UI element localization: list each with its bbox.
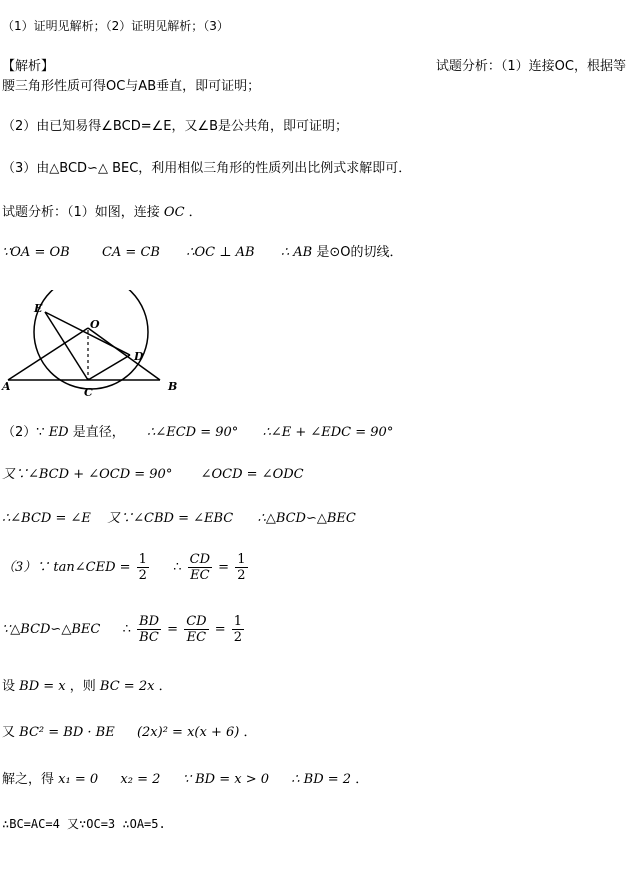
intro-end: ． — [188, 205, 202, 220]
s8-b: BC² = BD · BE — [19, 725, 115, 740]
s6-num-2: CD — [186, 614, 207, 629]
s9-c: x₂ = 2 — [120, 772, 161, 787]
intro-var: OC — [163, 205, 185, 220]
s5-den-2: EC — [190, 568, 210, 583]
step-7: 设 BD = x ，则 BC = 2x ． — [2, 679, 172, 694]
s9-a: 解之，得 — [2, 772, 55, 787]
s1-d: ∴ AB — [280, 245, 313, 260]
s6-frac-2 — [184, 615, 208, 644]
s6-den-1: BC — [139, 630, 159, 645]
step-9: 解之，得 x₁ = 0 x₂ = 2 ∵ BD = x > 0 ∴ BD = 2 ． — [2, 772, 369, 787]
line-cd — [88, 355, 130, 380]
s7-c: ，则 — [69, 679, 96, 694]
step-1 — [2, 246, 402, 259]
step-10: ∴BC=AC=4 又∵OC=3 ∴OA=5. — [2, 817, 166, 831]
analysis-tag: 【解析】 — [2, 59, 55, 74]
label-b: B — [168, 380, 178, 393]
s1-c: ∴OC ⊥ AB — [186, 245, 255, 260]
s8-a: 又 — [2, 725, 16, 740]
solution-intro — [2, 206, 202, 219]
s1-a: ∵OA = OB — [2, 245, 70, 260]
s1-e: 是⊙O的切线． — [316, 245, 403, 260]
s2-c: ∴∠E + ∠EDC = 90° — [262, 425, 394, 440]
s2-var: ED — [48, 425, 69, 440]
s9-b: x₁ = 0 — [58, 772, 99, 787]
s9-d: ∵ BD = x > 0 — [182, 772, 269, 787]
step-2 — [2, 426, 393, 439]
s5-den-3: 2 — [237, 568, 246, 583]
s5-num-2: CD — [189, 552, 211, 567]
step-8: 又 BC² = BD · BE (2x)² = x(x + 6) ． — [2, 725, 257, 740]
s6-mid: ∴ — [122, 622, 131, 637]
circle-o — [34, 290, 148, 389]
step-4 — [2, 512, 356, 525]
s6-frac-3 — [232, 615, 244, 644]
analysis-line-2: （2）由已知易得∠BCD=∠E，又∠B是公共角，即可证明； — [2, 119, 349, 134]
s2-b: ∴∠ECD = 90° — [147, 425, 239, 440]
s7-a: 设 — [2, 679, 16, 694]
line-ab-top — [8, 328, 88, 380]
s8-c: (2x)² = x(x + 6) — [136, 725, 240, 740]
s9-e: ∴ BD = 2 — [291, 772, 352, 787]
s2-a: 是直径， — [72, 425, 125, 440]
analysis-right-title: 试题分析：（1）连接OC，根据等 — [435, 59, 626, 74]
s6-den-2: EC — [186, 630, 207, 645]
s7-d: BC = 2x — [99, 679, 155, 694]
s3-b: ∠OCD = ∠ODC — [200, 467, 304, 482]
intro-text: 试题分析：（1）如图，连接 — [2, 205, 160, 220]
s6-pre: ∵△BCD∽△BEC — [2, 622, 101, 637]
s7-b: BD = x — [19, 679, 66, 694]
s6-den-3: 2 — [233, 630, 243, 645]
label-o: O — [90, 318, 100, 331]
s5-num-3: 1 — [237, 552, 246, 567]
s1-b: CA = CB — [101, 245, 160, 260]
s6-num-1: BD — [139, 614, 159, 629]
answer-line: （1）证明见解析；（2）证明见解析；（3） — [2, 19, 229, 33]
s4-b: 又∵∠CBD = ∠EBC — [107, 511, 234, 526]
s5-frac-1 — [137, 553, 149, 582]
s5-frac-3 — [235, 553, 247, 582]
step-6: ∵△BCD∽△BEC ∴ $\frac{BD}{BC}$ = $\frac{CD}{EC}$ = $\frac{1}{2}$ — [2, 614, 243, 645]
s6-frac-1 — [137, 615, 161, 644]
s4-a: ∴∠BCD = ∠E — [2, 511, 91, 526]
label-a: A — [2, 380, 11, 393]
label-c: C — [84, 386, 93, 399]
line-ob — [88, 328, 160, 380]
step-5: （3）∵ tan∠CED = $\frac{1}{2}$ ∴ $\frac{CD}{EC}$ = $\frac{1}{2}$ — [2, 552, 246, 583]
s6-num-3: 1 — [233, 614, 243, 629]
s5-den-1: 2 — [138, 568, 147, 583]
s5-frac-2 — [188, 553, 212, 582]
s5-num-1: 1 — [138, 552, 147, 567]
analysis-line-1: 腰三角形性质可得OC与AB垂直，即可证明； — [2, 79, 261, 94]
s4-c: ∴△BCD∽△BEC — [257, 511, 356, 526]
analysis-line-3: （3）由△BCD∽△ BEC，利用相似三角形的性质列出比例式求解即可． — [2, 161, 412, 176]
label-e: E — [34, 302, 43, 315]
s5-mid: ∴ — [173, 560, 182, 575]
geometry-figure — [0, 290, 190, 400]
label-d: D — [134, 350, 144, 363]
s5-pre: （3）∵ tan∠CED = — [2, 560, 131, 575]
step-3 — [2, 468, 304, 481]
s3-a: 又∵∠BCD + ∠OCD = 90° — [2, 467, 173, 482]
s2-pre: （2）∵ — [2, 425, 45, 440]
